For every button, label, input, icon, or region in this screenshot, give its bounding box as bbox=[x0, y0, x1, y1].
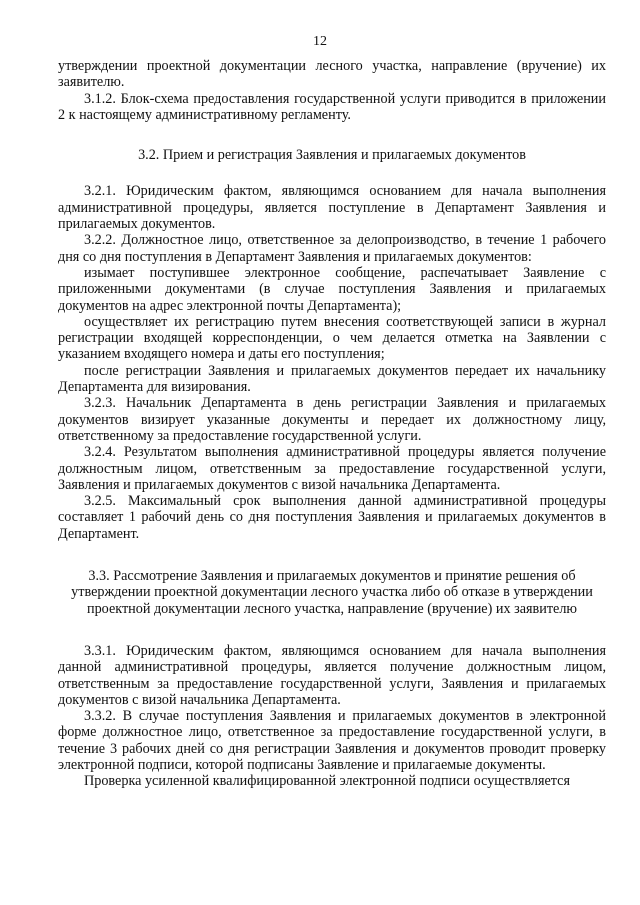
paragraph-3-2-1: 3.2.1. Юридическим фактом, являющимся основанием для начала выполнения административной процедуры, является поступление в Департамент Заявления и прилагаемых документов. bbox=[58, 183, 606, 233]
document-body bbox=[58, 58, 606, 790]
paragraph-3-2-2: 3.2.2. Должностное лицо, ответственное за делопроизводство, в течение 1 рабочего дня со дня поступления в Департамент Заявления и прилагаемых документов: bbox=[58, 232, 606, 265]
paragraph-3-3-1: 3.3.1. Юридическим фактом, являющимся основанием для начала выполнения данной административной процедуры, является получение должностным лицом, ответственным за предоставление государственной услуги, Заявления и прилагаемых документов с визой начальника Департамента. bbox=[58, 642, 606, 708]
paragraph-3-2-3: 3.2.3. Начальник Департамента в день регистрации Заявления и прилагаемых документов визирует указанные документы и передает их должностному лицу, ответственному за предоставление государственной услуги. bbox=[58, 395, 606, 444]
list-item-registration: осуществляет их регистрацию путем внесения соответствующей записи в журнал регистрации входящей корреспонденции, о чем делается отметка на Заявлении с указанием входящего номера и даты его поступления; bbox=[58, 313, 606, 363]
paragraph-3-2-4: 3.2.4. Результатом выполнения административной процедуры является получение должностным лицом, ответственным за предоставление государственной услуги, Заявления и прилагаемых документов с визой начальника Департамента. bbox=[58, 444, 606, 493]
paragraph-signature-check: Проверка усиленной квалифицированной электронной подписи осуществляется bbox=[84, 773, 570, 790]
list-item-transfer: после регистрации Заявления и прилагаемых документов передает их начальнику Департамента для визирования. bbox=[58, 362, 606, 396]
section-heading-3-2: 3.2. Прием и регистрация Заявления и прилагаемых документов bbox=[138, 147, 526, 164]
list-item-extract-message: изымает поступившее электронное сообщение, распечатывает Заявление с приложенными документами (в случае поступления Заявления и прилагаемых документов на адрес электронной почты Департамента); bbox=[58, 264, 606, 314]
paragraph-3-1-2: 3.1.2. Блок-схема предоставления государственной услуги приводится в приложении 2 к настоящему административному регламенту. bbox=[58, 90, 606, 123]
paragraph-3-2-5: 3.2.5. Максимальный срок выполнения данной административной процедуры составляет 1 рабочий день со дня поступления Заявления и прилагаемых документов в Департамент. bbox=[58, 493, 606, 542]
paragraph-3-3-2: 3.3.2. В случае поступления Заявления и прилагаемых документов в электронной форме должностное лицо, ответственное за предоставление государственной услуги, в течение 3 рабочих дней со дня регистрации Заявления и документов проводит проверку электронной подписи, которой подписаны Заявление и прилагаемые документы. bbox=[58, 708, 606, 773]
section-heading-3-3: 3.3. Рассмотрение Заявления и прилагаемых документов и принятие решения об утверждении проектной документации лесного участка либо об отказе в утверждении проектной документации лесного участка, направление (вручение) их заявителю bbox=[71, 568, 593, 617]
paragraph-continuation: утверждении проектной документации лесного участка, направление (вручение) их заявителю. bbox=[58, 58, 606, 91]
page-number: 12 bbox=[313, 34, 327, 49]
